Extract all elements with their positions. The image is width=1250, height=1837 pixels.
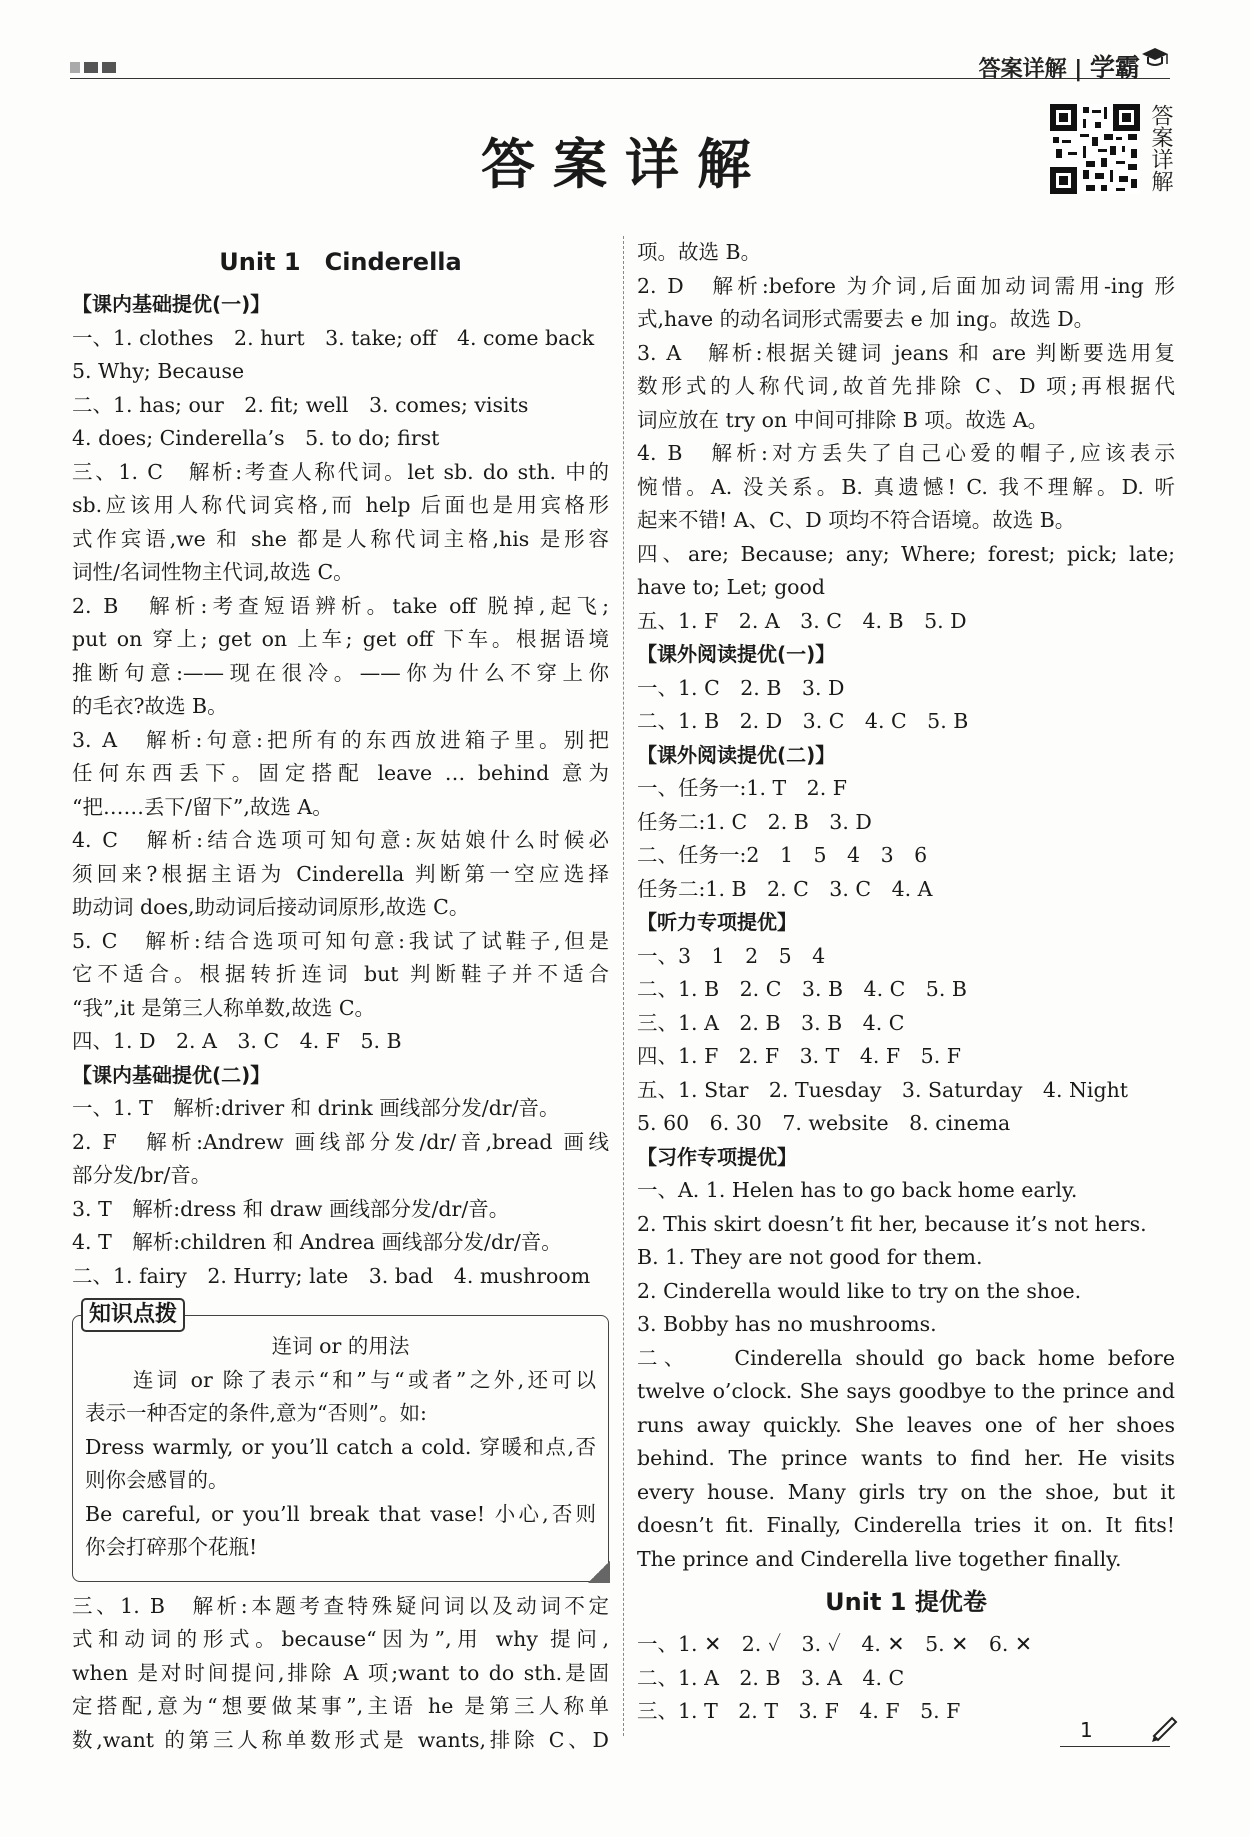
answer-line: 二、1. B 2. D 3. C 4. C 5. B [637,709,969,733]
answer-line: 3. Bobby has no mushrooms. [637,1312,937,1336]
answer-line: 一、1. ✕ 2. ✓ 3. ✓ 4. ✕ 5. ✕ 6. ✕ [637,1632,1033,1656]
answer-line: 的毛衣?故选 B。 [72,694,228,718]
left-column [72,236,609,1757]
answer-line: 式和动词的形式。because“因为”,用 why 提问, [72,1627,609,1651]
answer-line: 3. T 解析:dress 和 draw 画线部分发/dr/音。 [72,1196,510,1221]
answer-line: 三、1. B 解析:本题考查特殊疑问词以及动词不定 [72,1593,609,1618]
answer-line: 一、A. 1. Helen has to go back home early. [637,1178,1078,1202]
graduation-cap-icon [1140,42,1170,72]
pencil-icon [1148,1712,1180,1742]
answer-line: 3. A 解析:根据关键词 jeans 和 are 判断要选用复 [637,340,1175,365]
answer-line: 一、任务一:1. T 2. F [637,776,847,800]
answer-line: when 是对时间提问,排除 A 项;want to do sth.是固 [72,1660,609,1685]
answer-line: 助动词 does,助动词后接动词原形,故选 C。 [72,895,470,919]
answer-line: 二、任务一:2 1 5 4 3 6 [637,843,928,867]
answer-line: 四、1. F 2. F 3. T 4. F 5. F [637,1044,961,1068]
unit-heading: Unit 1 提优卷 [825,1588,987,1616]
answer-line: 词性/名词性物主代词,故选 C。 [72,560,354,584]
answer-line: 三、1. A 2. B 3. B 4. C [637,1010,905,1035]
answer-line: 部分发/br/音。 [72,1163,212,1187]
answer-line: 任务二:1. B 2. C 3. C 4. A [637,876,933,901]
answer-line: every house. Many girls try on the shoe, but it [637,1479,1175,1504]
answer-line: sb.应该用人称代词宾格,而 help 后面也是用宾格形 [72,493,609,517]
answer-line: The prince and Cinderella live together finally. [637,1546,1122,1571]
header-title: 答案详解 | 学霸 [978,53,1140,82]
answer-line: 一、1. C 2. B 3. D [637,675,845,700]
page-curl-corner [588,1561,610,1583]
answer-line: “我”,it 是第三人称单数,故选 C。 [72,995,376,1020]
answer-line: runs away quickly. She leaves one of her shoes [637,1412,1175,1437]
answer-line: have to; Let; good [637,575,825,599]
answer-line: 三、1. T 2. T 3. F 4. F 5. F [637,1699,961,1723]
answer-line: 惋惜。A. 没关系。B. 真遗憾! C. 我不理解。D. 听 [637,474,1175,499]
answer-line: 任务二:1. C 2. B 3. D [637,809,872,834]
qr-label: 答案详解 [1148,104,1173,192]
answer-line: 二、1. A 2. B 3. A 4. C [637,1665,905,1690]
answer-line: 四、1. D 2. A 3. C 4. F 5. B [72,1029,402,1053]
header-brand: 学霸 [1089,53,1140,82]
unit-heading: Unit 1 Cinderella [219,248,462,276]
answer-line: 一、1. clothes 2. hurt 3. take; off 4. come back [72,325,595,350]
knowledge-box-line: Dress warmly, or you’ll catch a cold. 穿暖和点,否 [85,1434,596,1459]
knowledge-box-line: 你会打碎那个花瓶! [85,1535,258,1559]
knowledge-box-title: 连词 or 的用法 [271,1334,410,1358]
knowledge-box [72,1302,609,1582]
section-heading: 【课内基础提优(一)】 [72,292,271,316]
answer-line: put on 穿上; get on 上车; get off 下车。根据语境 [72,627,609,651]
section-heading: 【课外阅读提优(二)】 [637,742,836,767]
answer-line: 起来不错! A、C、D 项均不符合语境。故选 B。 [637,508,1076,532]
answer-line: 2. F 解析:Andrew 画线部分发/dr/音,bread 画线 [72,1129,609,1154]
answer-line: 二、1. has; our 2. fit; well 3. comes; visits [72,392,529,417]
section-heading: 【课内基础提优(二)】 [72,1062,271,1087]
answer-line: 五、1. F 2. A 3. C 4. B 5. D [637,608,967,633]
knowledge-box-line: 表示一种否定的条件,意为“否则”。如: [85,1401,427,1425]
knowledge-box-line: 连词 or 除了表示“和”与“或者”之外,还可以 [85,1367,596,1392]
page-number: 1 [1080,1718,1093,1742]
answer-line: 4. B 解析:对方丢失了自己心爱的帽子,应该表示 [637,441,1175,465]
answer-line: 五、1. Star 2. Tuesday 3. Saturday 4. Night [637,1077,1129,1102]
answer-line: 一、1. T 解析:driver 和 drink 画线部分发/dr/音。 [72,1096,560,1120]
answer-line: 推断句意:——现在很冷。——你为什么不穿上你 [72,660,609,685]
knowledge-box-line: Be careful, or you’ll break that vase! 小心,否则 [85,1501,596,1526]
knowledge-box-tag: 知识点拨 [81,1298,185,1332]
right-column [637,236,1175,1729]
column-divider [623,236,624,1736]
answer-line: 须回来?根据主语为 Cinderella 判断第一空应选择 [72,861,609,886]
answer-line: 式作宾语,we 和 she 都是人称代词主格,his 是形容 [72,526,609,551]
answer-line: 4. does; Cinderella’s 5. to do; first [72,426,440,450]
answer-line: 二、1. fairy 2. Hurry; late 3. bad 4. mushroom [72,1263,591,1288]
answer-line: B. 1. They are not good for them. [637,1245,983,1269]
answer-line: 3. A 解析:句意:把所有的东西放进箱子里。别把 [72,727,609,752]
answer-line: 项。故选 B。 [637,240,762,264]
answer-line: 数形式的人称代词,故首先排除 C、D 项;再根据代 [637,374,1175,398]
answer-line: 一、3 1 2 5 4 [637,943,826,968]
answer-line: 2. D 解析:before 为介词,后面加动词需用-ing 形 [637,273,1175,298]
answer-line: 5. 60 6. 30 7. website 8. cinema [637,1111,1011,1135]
header-bar [70,48,1170,82]
answer-line: 式,have 的动名词形式需要去 e 加 ing。故选 D。 [637,307,1095,331]
answer-line: 2. B 解析:考查短语辨析。take off 脱掉,起飞; [72,593,609,618]
answer-line: doesn’t fit. Finally, Cinderella tries it on. It fits! [637,1513,1175,1537]
answer-line: 5. C 解析:结合选项可知句意:我试了试鞋子,但是 [72,928,609,953]
answer-line: 任何东西丢下。固定搭配 leave … behind 意为 [72,761,609,785]
footer-rule [1060,1746,1170,1747]
answer-line: 2. Cinderella would like to try on the shoe. [637,1278,1082,1303]
page-title: 答案详解 [481,133,769,196]
header-decoration [70,62,116,73]
answer-line: 三、1. C 解析:考查人称代词。let sb. do sth. 中的 [72,459,609,484]
answer-line: 定搭配,意为“想要做某事”,主语 he 是第三人称单 [72,1694,609,1718]
section-heading: 【习作专项提优】 [637,1144,797,1169]
section-heading: 【课外阅读提优(一)】 [637,642,836,666]
answer-line: twelve o’clock. She says goodbye to the prince and [637,1379,1175,1403]
answer-line: behind. The prince wants to find her. He visits [637,1446,1175,1470]
header-section: 答案详解 [978,57,1067,82]
answer-line: 词应放在 try on 中间可排除 B 项。故选 A。 [637,407,1049,432]
qr-code-icon[interactable] [1050,104,1140,194]
answer-line: 二、 Cinderella should go back home before [637,1345,1175,1370]
answer-line: 二、1. B 2. C 3. B 4. C 5. B [637,977,967,1001]
answer-line: 5. Why; Because [72,359,245,383]
answer-line: 2. This skirt doesn’t fit her, because it’s not hers. [637,1211,1147,1236]
answer-line: 四、are; Because; any; Where; forest; pick; late; [637,541,1175,566]
answer-line: 4. T 解析:children 和 Andrea 画线部分发/dr/音。 [72,1230,562,1254]
answer-line: 它不适合。根据转折连词 but 判断鞋子并不适合 [72,962,609,986]
answer-line: “把……丢下/留下”,故选 A。 [72,794,333,819]
knowledge-box-line: 则你会感冒的。 [85,1468,229,1492]
answer-line: 4. C 解析:结合选项可知句意:灰姑娘什么时候必 [72,828,609,852]
answer-line: 数,want 的第三人称单数形式是 wants,排除 C、D [72,1727,609,1752]
section-heading: 【听力专项提优】 [637,910,797,934]
